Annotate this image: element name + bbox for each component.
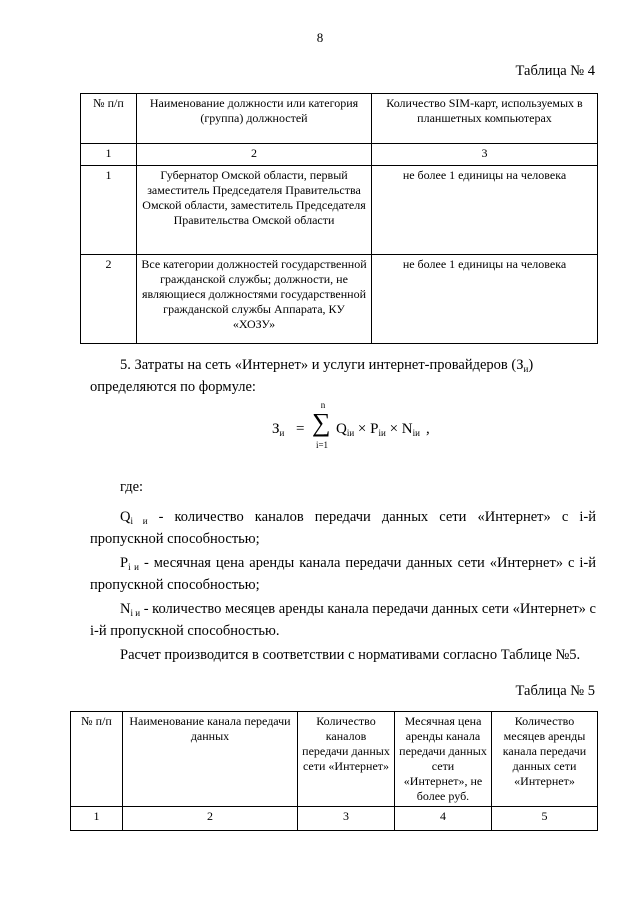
column-number-row bbox=[81, 144, 598, 166]
table-header-row bbox=[71, 712, 598, 807]
column-number-row bbox=[71, 807, 598, 831]
formula-lhs: $З_и$ bbox=[272, 421, 285, 438]
formula-terms: $Q_{iи} \times P_{iи} \times N_{iи}$ , bbox=[336, 421, 430, 438]
table4-caption: Таблица № 4 bbox=[515, 63, 595, 79]
column-number: 2 bbox=[137, 144, 372, 166]
row-number: 2 bbox=[81, 255, 137, 344]
header-cell: Количество месяцев аренды канала передачи данных сети «Интернет» bbox=[492, 712, 598, 807]
position-cell: Все категории должностей государственной гражданской службы; должности, не являющиеся должностями государственной гражданской службы Аппарата, КУ «ХОЗУ» bbox=[137, 255, 372, 344]
table-row bbox=[81, 255, 598, 344]
sum-symbol: ∑ bbox=[312, 408, 331, 437]
table5-caption: Таблица № 5 bbox=[515, 683, 595, 699]
table5 bbox=[70, 711, 598, 831]
intro-line2: определяются по формуле: bbox=[90, 379, 256, 395]
table-header-row bbox=[81, 94, 598, 144]
intro-subscript: и bbox=[523, 364, 529, 374]
quantity-cell: не более 1 единицы на человека bbox=[372, 166, 598, 255]
header-cell: Наименование канала передачи данных bbox=[123, 712, 298, 807]
definition-n: $N_{i и}$ - количество месяцев аренды канала передачи данных сети «Интернет» с i-й пропускной способностью. bbox=[90, 601, 596, 639]
sum-lower-limit: i=1 bbox=[315, 440, 329, 450]
where-label: где: bbox=[120, 479, 144, 495]
header-cell: Месячная цена аренды канала передачи данных сети «Интернет», не более руб. bbox=[395, 712, 492, 807]
header-cell: Количество каналов передачи данных сети «Интернет» bbox=[298, 712, 395, 807]
definition-q: $Q_{i и}$ - количество каналов передачи данных сети «Интернет» с i-й пропускной способностью; bbox=[90, 509, 596, 547]
column-number: 3 bbox=[372, 144, 598, 166]
column-number: 4 bbox=[395, 807, 492, 831]
position-cell: Губернатор Омской области, первый заместитель Председателя Правительства Омской области, заместитель Председателя Правительства Омской области bbox=[137, 166, 372, 255]
definition-p: $P_{i и}$ - месячная цена аренды канала передачи данных сети «Интернет» с i-й пропускной способностью; bbox=[90, 555, 596, 593]
table4 bbox=[80, 93, 598, 344]
header-cell: Количество SIM-карт, используемых в планшетных компьютерах bbox=[372, 94, 598, 144]
section5-intro bbox=[90, 356, 596, 396]
table-row bbox=[81, 166, 598, 255]
header-cell: Наименование должности или категория (группа) должностей bbox=[137, 94, 372, 144]
intro-close: ) bbox=[528, 357, 534, 373]
column-number: 1 bbox=[71, 807, 123, 831]
header-cell: № п/п bbox=[81, 94, 137, 144]
formula-equals: = bbox=[296, 421, 305, 437]
column-number: 3 bbox=[298, 807, 395, 831]
column-number: 1 bbox=[81, 144, 137, 166]
page-number: 8 bbox=[316, 30, 324, 45]
intro-text: 5. Затраты на сеть «Интернет» и услуги интернет-провайдеров (З bbox=[120, 357, 524, 373]
row-number: 1 bbox=[81, 166, 137, 255]
header-cell: № п/п bbox=[71, 712, 123, 807]
sum-upper-limit: n bbox=[320, 400, 326, 410]
column-number: 2 bbox=[123, 807, 298, 831]
quantity-cell: не более 1 единицы на человека bbox=[372, 255, 598, 344]
cost-formula bbox=[272, 400, 452, 460]
column-number: 5 bbox=[492, 807, 598, 831]
calculation-note: Расчет производится в соответствии с нормативами согласно Таблице №5. bbox=[120, 647, 581, 663]
